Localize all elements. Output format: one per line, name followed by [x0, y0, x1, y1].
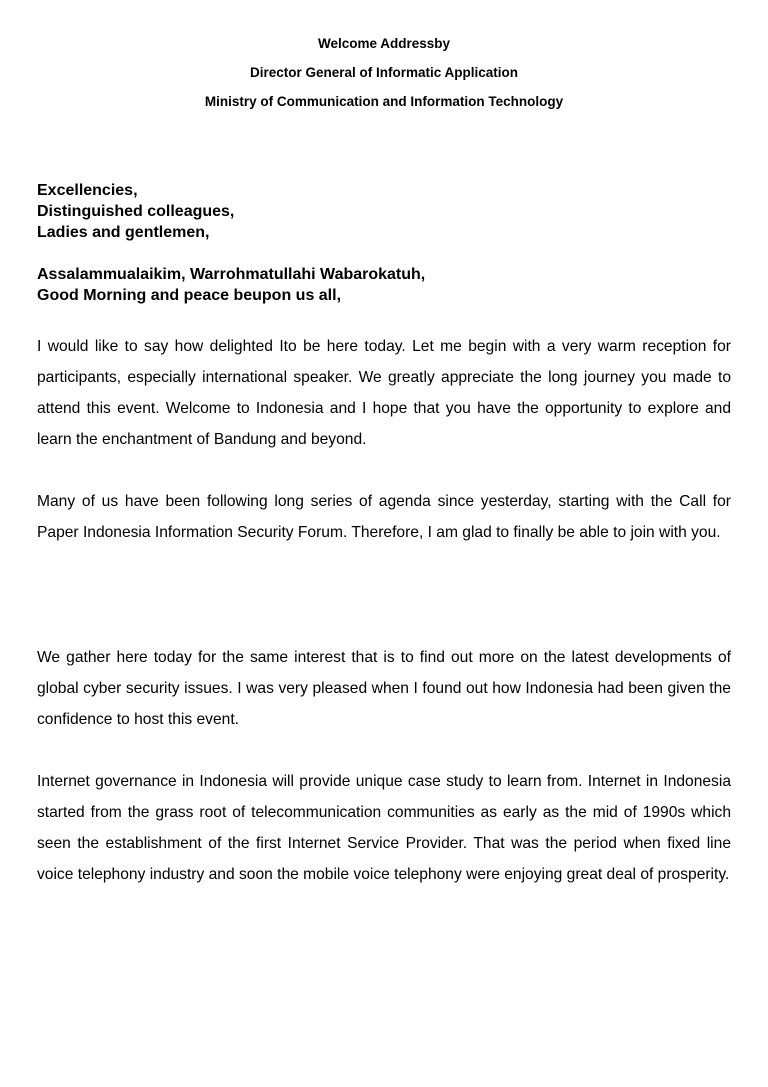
salutation-block: [37, 180, 737, 243]
body-paragraph: I would like to say how delighted Ito be here today. Let me begin with a very warm reception for participants, especially international speaker. We greatly appreciate the long journey you made to attend this event. Welcome to Indonesia and I hope that you have the opportunity to explore and learn the enchantment of Bandung and beyond.: [37, 338, 731, 448]
salutation-line: Ladies and gentlemen,: [37, 224, 210, 241]
salutation-line: Distinguished colleagues,: [37, 203, 235, 220]
body-paragraph: We gather here today for the same interest that is to find out more on the latest developments of global cyber security issues. I was very pleased when I found out how Indonesia had been given the confidence to host this event.: [37, 649, 731, 728]
greeting-line: Assalammualaikim, Warrohmatullahi Wabarokatuh,: [37, 266, 426, 283]
header-speaker-role: Director General of Informatic Application: [249, 65, 519, 80]
header-ministry: Ministry of Communication and Information Technology: [204, 94, 564, 109]
header-title: Welcome Addressby: [317, 36, 451, 51]
greeting-line: Good Morning and peace beupon us all,: [37, 287, 342, 304]
document-header: [0, 36, 768, 123]
salutation-line: Excellencies,: [37, 182, 138, 199]
body-paragraph: Internet governance in Indonesia will provide unique case study to learn from. Internet in Indonesia started from the grass root of telecommunication communities as early as the mid of 1990s which seen the establishment of the first Internet Service Provider. That was the period when fixed line voice telephony industry and soon the mobile voice telephony were enjoying great deal of prosperity.: [37, 773, 731, 883]
body-paragraph: Many of us have been following long series of agenda since yesterday, starting with the Call for Paper Indonesia Information Security Forum. Therefore, I am glad to finally be able to join with you.: [37, 493, 731, 541]
greeting-block: [37, 264, 737, 306]
